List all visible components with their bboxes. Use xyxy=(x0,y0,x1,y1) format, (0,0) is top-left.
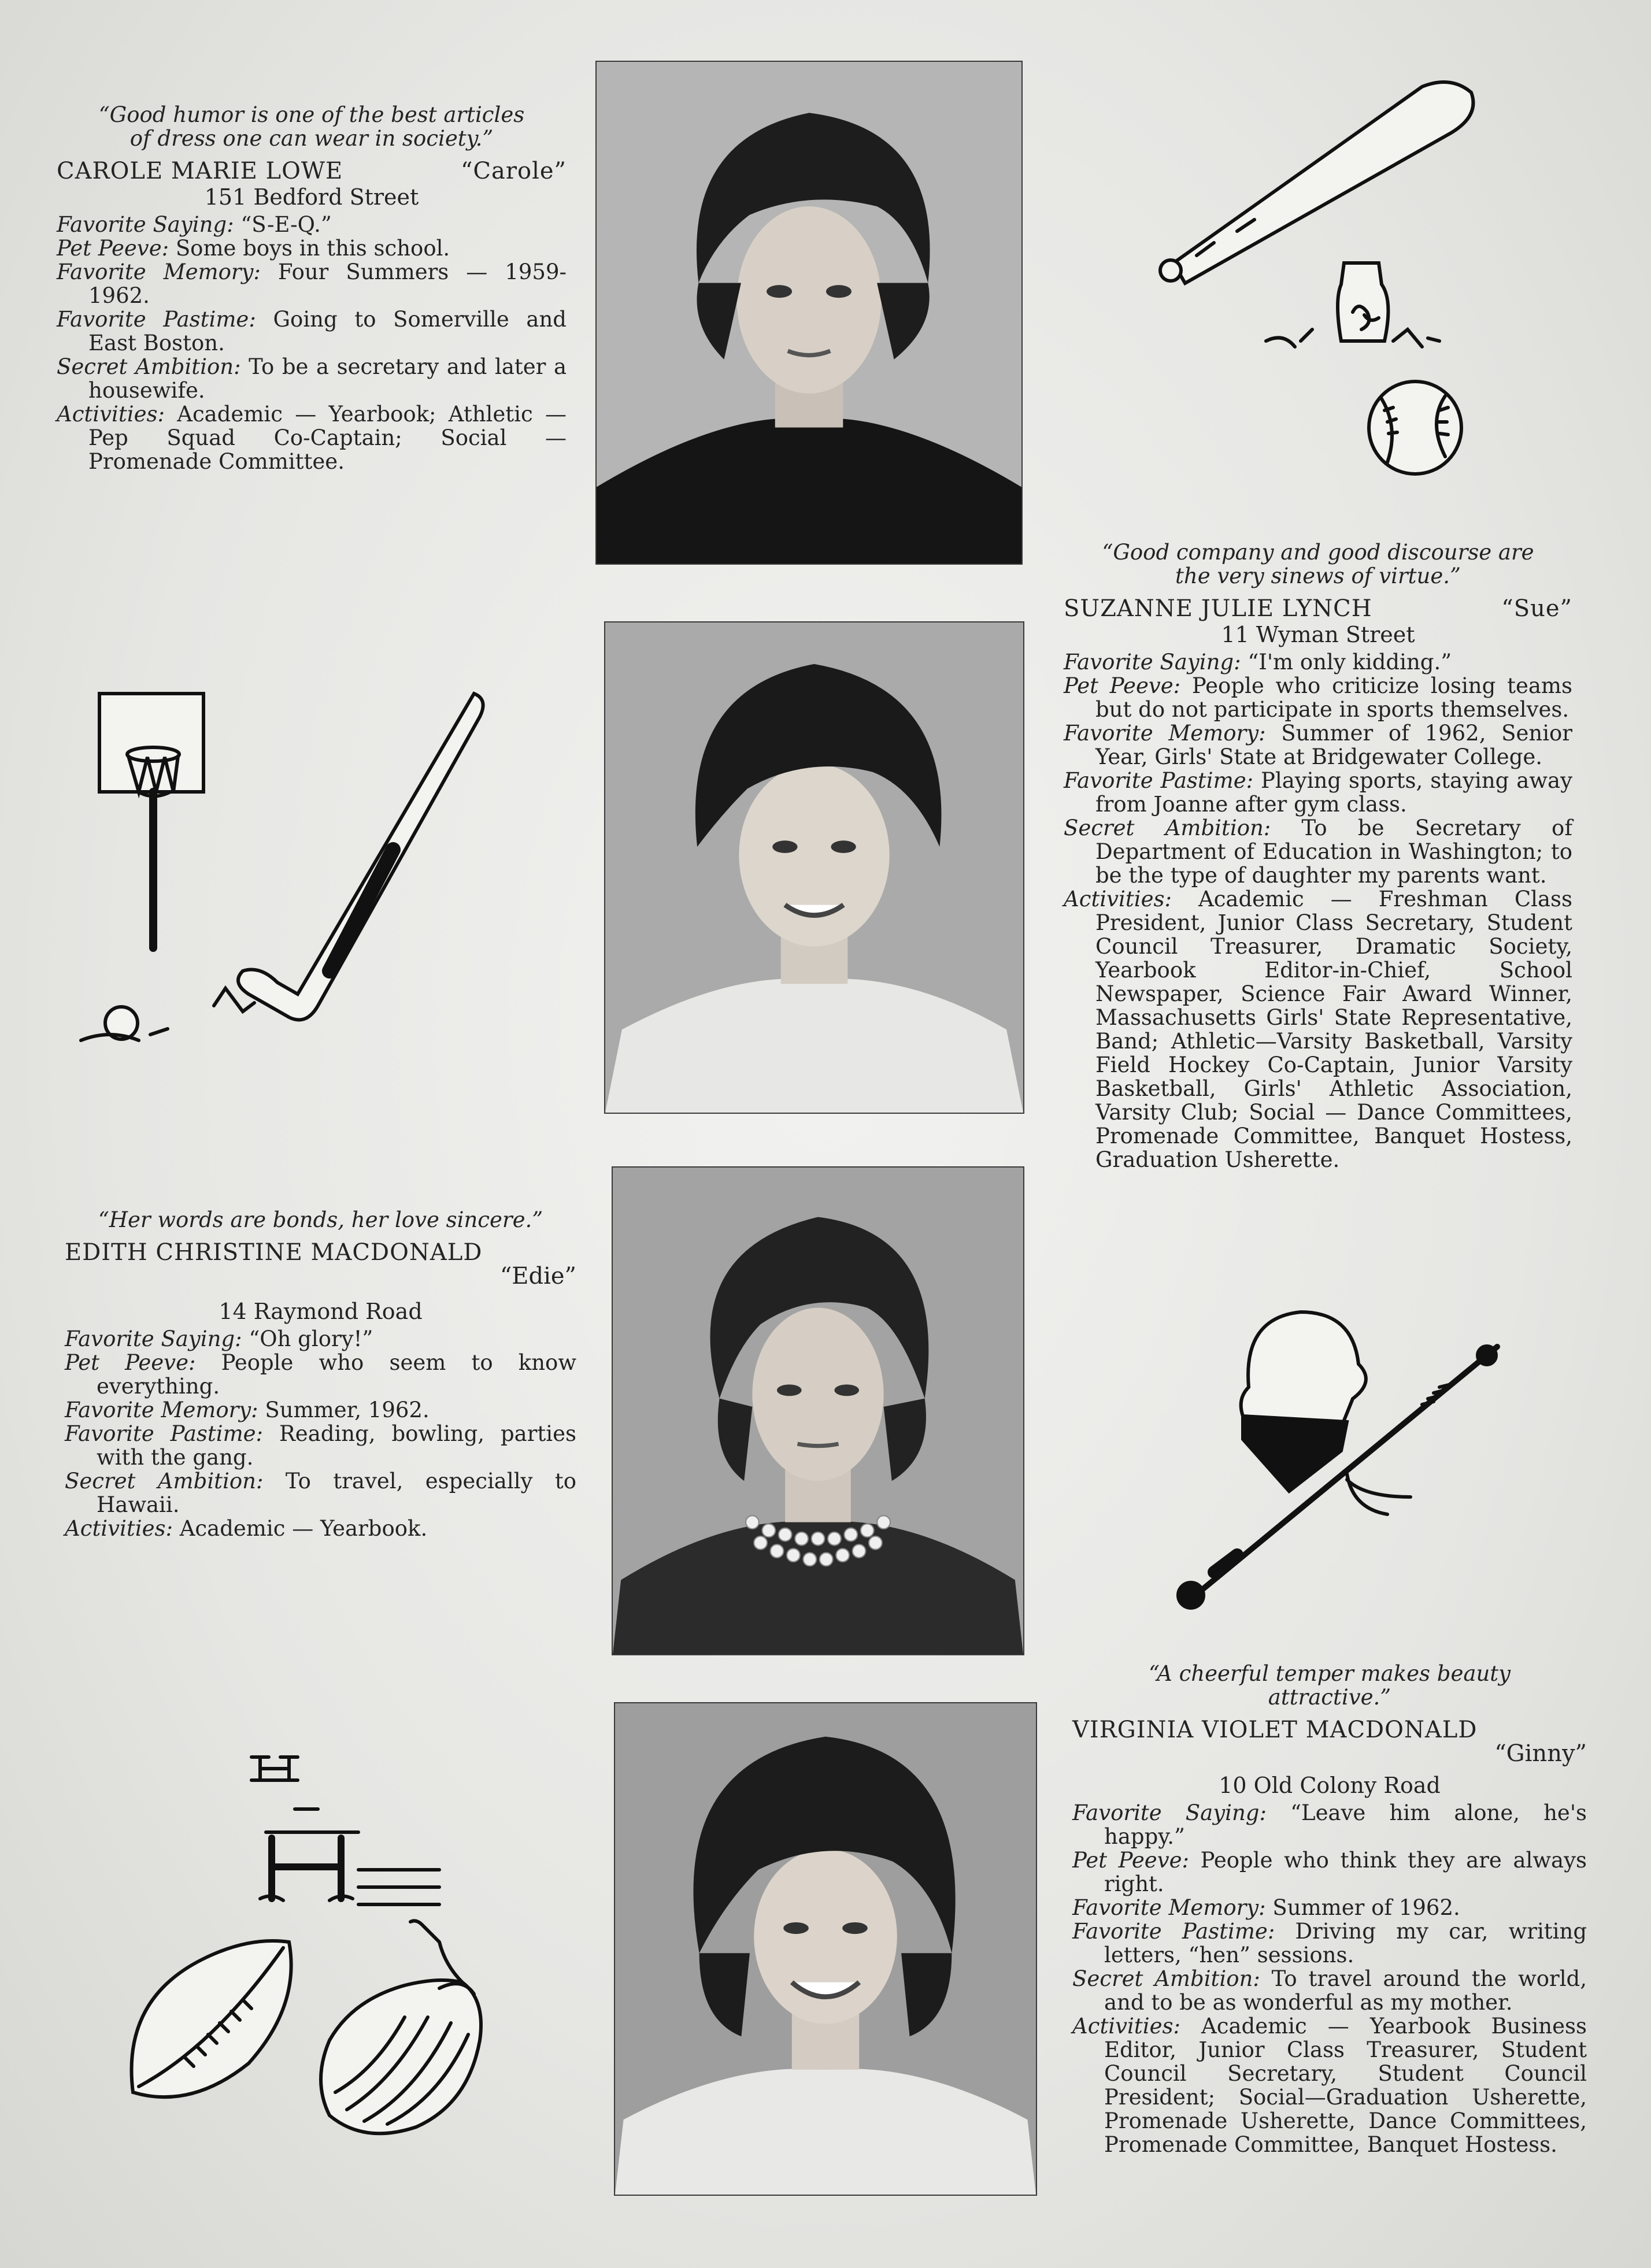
student-portrait-suzanne xyxy=(604,621,1024,1114)
favorite-saying: Favorite Saying: “Leave him alone, he's happy.” xyxy=(1072,1800,1587,1849)
favorite-pastime: Favorite Pastime: Driving my car, writing letters, “hen” sessions. xyxy=(1072,1919,1587,1967)
favorite-memory: Favorite Memory: Summer of 1962. xyxy=(1072,1895,1460,1920)
bio-block-edith xyxy=(65,1208,576,1540)
student-portrait-carole xyxy=(595,61,1023,565)
secret-ambition: Secret Ambition: To be a secretary and later a housewife. xyxy=(57,354,567,403)
bio-block-virginia xyxy=(1072,1662,1587,2156)
student-portrait-virginia xyxy=(614,1702,1037,2196)
favorite-saying: Favorite Saying: “S-E-Q.” xyxy=(57,212,332,237)
student-nickname: “Sue” xyxy=(1501,595,1572,622)
basketball-hockey-doodle xyxy=(75,682,503,1052)
name-row xyxy=(1072,1718,1587,1742)
quote: “Her words are bonds, her love sincere.” xyxy=(98,1207,543,1232)
quote: “Good company and good discourse are the very sinews of virtue.” xyxy=(1102,540,1534,588)
quote: “A cheerful temper makes beauty attractive.” xyxy=(1148,1661,1511,1710)
favorite-memory: Favorite Memory: Four Summers — 1959-1962. xyxy=(57,260,567,308)
student-address: 14 Raymond Road xyxy=(219,1299,423,1324)
student-nickname: “Carole” xyxy=(460,158,567,184)
student-nickname: “Ginny” xyxy=(1494,1740,1587,1767)
student-address: 151 Bedford Street xyxy=(204,184,419,210)
favorite-saying: Favorite Saying: “Oh glory!” xyxy=(65,1326,373,1351)
student-nickname: “Edie” xyxy=(499,1263,576,1289)
favorite-saying: Favorite Saying: “I'm only kidding.” xyxy=(1064,650,1452,675)
favorite-memory: Favorite Memory: Summer of 1962, Senior Year, Girls' State at Bridgewater College. xyxy=(1064,721,1572,769)
secret-ambition: Secret Ambition: To travel around the world, and to be as wonderful as my mother. xyxy=(1072,1966,1587,2015)
student-address: 10 Old Colony Road xyxy=(1219,1773,1441,1798)
football-track-doodle xyxy=(116,1746,509,2144)
bio-block-suzanne xyxy=(1064,540,1572,1172)
student-name: VIRGINIA VIOLET MACDONALD xyxy=(1072,1717,1478,1743)
baseball-doodle xyxy=(1150,69,1497,491)
student-portrait-edith xyxy=(612,1166,1024,1655)
name-row xyxy=(57,160,567,183)
name-row xyxy=(65,1241,576,1265)
pet-peeve: Pet Peeve: Some boys in this school. xyxy=(57,236,450,261)
pet-peeve: Pet Peeve: People who seem to know everything. xyxy=(65,1350,576,1399)
activities: Activities: Academic — Yearbook; Athletic — Pep Squad Co-Captain; Social — Promenade Committee. xyxy=(57,402,567,474)
quote: “Good humor is one of the best articles of dress one can wear in society.” xyxy=(98,102,525,151)
favorite-memory: Favorite Memory: Summer, 1962. xyxy=(65,1398,430,1422)
activities: Activities: Academic — Yearbook Business Editor, Junior Class Treasurer, Student Council Secretary, Student Council President; Social—Graduation Usherette, Promenade Usherette, Dance Committees, Promenade Committee, Banquet Hostess. xyxy=(1072,2014,1587,2157)
softball-glove-doodle xyxy=(1156,1300,1526,1624)
student-address: 11 Wyman Street xyxy=(1221,622,1415,647)
student-name: CAROLE MARIE LOWE xyxy=(57,158,343,184)
student-name: SUZANNE JULIE LYNCH xyxy=(1064,595,1372,622)
bio-block-carole xyxy=(57,103,567,473)
student-name: EDITH CHRISTINE MACDONALD xyxy=(65,1239,483,1266)
activities: Activities: Academic — Freshman Class President, Junior Class Secretary, Student Council Treasurer, Dramatic Society, Yearbook Editor-in-Chief, School Newspaper, Science Fair Award Winner, Massachusetts Girls' State Representative, Band; Athletic—Varsity Basketball, Varsity Field Hockey Co-Captain, Junior Varsity Basketball, Girls' Athletic Association, Varsity Club; Social — Dance Committees, Promenade Committee, Banquet Hostess, Graduation Usherette. xyxy=(1064,887,1572,1172)
secret-ambition: Secret Ambition: To be Secretary of Department of Education in Washington; to be the type of daughter my parents want. xyxy=(1064,816,1573,888)
name-row xyxy=(1064,597,1572,621)
activities: Activities: Academic — Yearbook. xyxy=(65,1516,428,1541)
favorite-pastime: Favorite Pastime: Playing sports, staying away from Joanne after gym class. xyxy=(1064,768,1572,817)
favorite-pastime: Favorite Pastime: Going to Somerville and East Boston. xyxy=(57,307,567,355)
pet-peeve: Pet Peeve: People who think they are always right. xyxy=(1072,1848,1587,1896)
favorite-pastime: Favorite Pastime: Reading, bowling, parties with the gang. xyxy=(65,1421,576,1470)
pet-peeve: Pet Peeve: People who criticize losing teams but do not participate in sports themselves. xyxy=(1064,673,1572,722)
secret-ambition: Secret Ambition: To travel, especially to Hawaii. xyxy=(65,1469,576,1517)
